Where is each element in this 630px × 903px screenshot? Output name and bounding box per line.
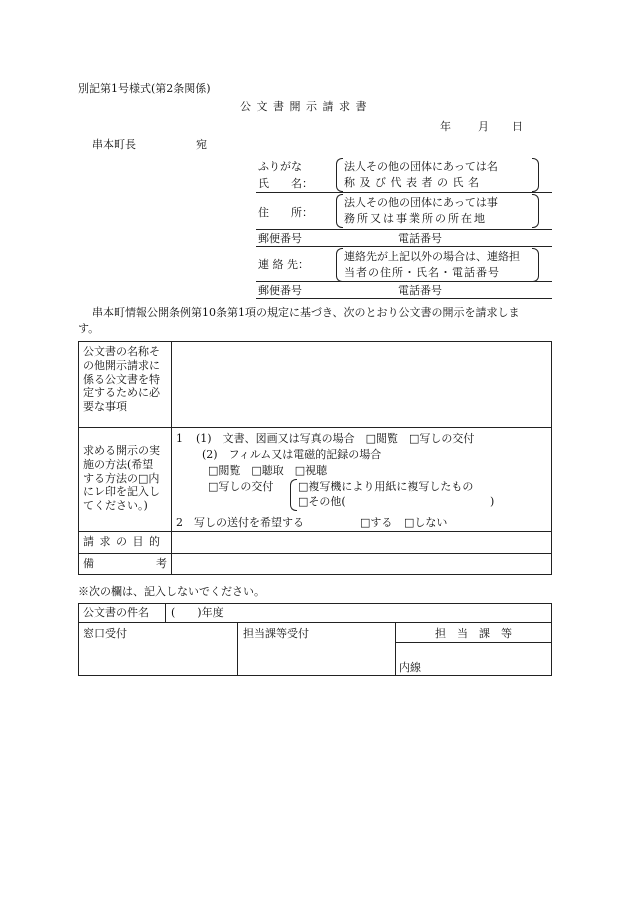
method-1-2: (2) フィルム又は電磁的記録の場合 — [202, 448, 382, 461]
bracket-right — [532, 158, 539, 192]
office-use-box — [78, 603, 552, 676]
underline-postal — [256, 246, 552, 247]
method-1-2-copy[interactable]: □写しの交付 — [208, 480, 274, 493]
address-label: 住 所： — [258, 206, 313, 219]
bracket-right — [532, 248, 539, 282]
underline-contact — [256, 281, 552, 282]
method-label: 求める開示の実 施の方法(希望 する方法の□内 にレ印を記入し てください。) — [79, 428, 172, 532]
divider — [165, 604, 166, 622]
divider — [395, 622, 396, 675]
bracket-right — [532, 194, 539, 228]
date-year: 年 — [440, 120, 451, 133]
method-copy-other[interactable]: □その他( — [298, 495, 346, 508]
name-label: 氏 名： — [258, 177, 313, 190]
purpose-label: 請 求 の 目 的 — [79, 532, 172, 554]
postal-label: 郵便番号 — [258, 232, 302, 245]
date-month: 月 — [478, 120, 489, 133]
divider — [79, 622, 551, 623]
purpose-field[interactable] — [172, 532, 552, 554]
office-note: ※次の欄は、記入しないでください。 — [78, 585, 265, 598]
addressee-suffix: 宛 — [196, 138, 207, 151]
document-title: 公 文 書 開 示 請 求 書 — [240, 100, 368, 113]
name-note-line1: 法人その他の団体にあっては名 — [344, 160, 498, 173]
method-1-2-options[interactable]: □閲覧 □聴取 □視聴 — [208, 464, 328, 477]
bracket-left — [336, 248, 343, 282]
bracket-left — [336, 158, 343, 192]
method-2-no[interactable]: □しない — [404, 516, 448, 529]
bracket-left — [290, 479, 297, 511]
divider — [237, 622, 238, 675]
remarks-field[interactable] — [172, 554, 552, 575]
addressee: 串本町長 — [92, 138, 136, 151]
window-reception-label: 窓口受付 — [83, 627, 127, 640]
address-note-line1: 法人その他の団体にあっては事 — [344, 196, 498, 209]
contact-note-line1: 連絡先が上記以外の場合は、連絡担 — [344, 250, 520, 263]
postal-label-2: 郵便番号 — [258, 284, 302, 297]
underline-address — [256, 229, 552, 230]
request-table — [78, 341, 552, 575]
table-row — [79, 532, 552, 554]
method-1-number: 1 — [176, 432, 183, 445]
contact-note-line2: 当者の住所・氏名・電話番号 — [344, 266, 500, 279]
underline-postal-2 — [256, 298, 552, 299]
underline-name — [256, 192, 552, 193]
doc-subject-label: 公文書の件名 — [83, 606, 149, 619]
method-1-1[interactable]: (1) 文書、図画又は写真の場合 □閲覧 □写しの交付 — [196, 432, 475, 445]
furigana-label: ふりがな — [258, 160, 302, 173]
contact-label: 連 絡 先： — [258, 258, 309, 271]
intro-line1: 串本町情報公開条例第10条第1項の規定に基づき、次のとおり公文書の開示を請求しま — [92, 306, 520, 319]
remarks-label: 備 考 — [79, 554, 172, 575]
extension-label: 内線 — [399, 661, 421, 674]
table-row — [79, 428, 552, 532]
divider — [395, 642, 551, 643]
name-note-line2: 称及び代表者の氏名 — [344, 176, 484, 189]
address-note-line2: 務所又は事業所の所在地 — [344, 212, 487, 225]
table-row — [79, 342, 552, 428]
method-field[interactable] — [172, 428, 552, 532]
method-2: 2 写しの送付を希望する — [176, 516, 304, 529]
phone-label: 電話番号 — [398, 232, 442, 245]
bracket-left — [336, 194, 343, 228]
phone-label-2: 電話番号 — [398, 284, 442, 297]
table-row — [79, 554, 552, 575]
doc-name-field[interactable] — [172, 342, 552, 428]
form-reference: 別記第1号様式(第2条関係) — [78, 82, 211, 95]
dept-label: 担 当 課 等 — [435, 627, 512, 640]
year-label: ( )年度 — [171, 606, 224, 619]
date-day: 日 — [512, 120, 523, 133]
method-copy-other-close: ) — [490, 495, 495, 508]
method-2-yes[interactable]: □する — [360, 516, 393, 529]
intro-line2: す。 — [78, 322, 100, 335]
method-copy-machine[interactable]: □複写機により用紙に複写したもの — [298, 480, 474, 493]
doc-name-label: 公文書の名称そ の他開示請求に 係る公文書を特 定するために必 要な事項 — [79, 342, 172, 428]
dept-reception-label: 担当課等受付 — [243, 627, 309, 640]
